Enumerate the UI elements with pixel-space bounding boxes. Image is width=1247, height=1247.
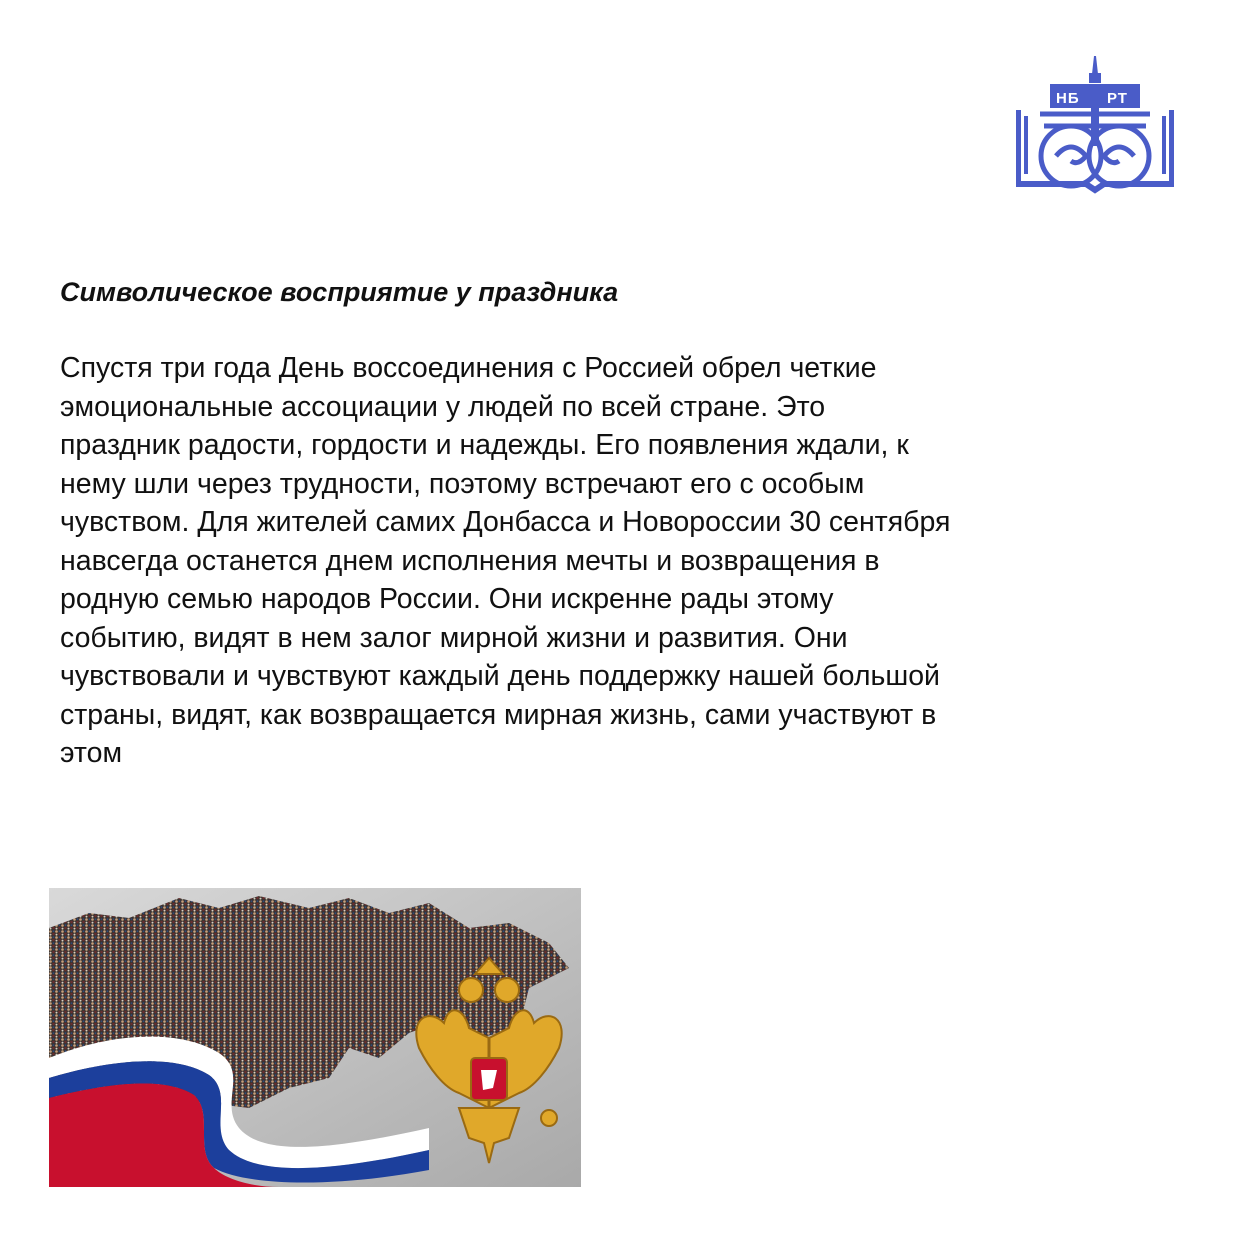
crowd-flag-image bbox=[49, 888, 581, 1187]
library-logo bbox=[1016, 56, 1174, 196]
library-logo-emblem bbox=[1016, 56, 1174, 196]
article-heading: Символическое восприятие у праздника bbox=[60, 277, 619, 307]
crowd-flag-illustration bbox=[49, 888, 581, 1187]
article-body: Спустя три года День воссоединения с Россией обрел четкие эмоциональные ассоциации у людей по всей стране. Это праздник радости, гордости и надежды. Его появления ждали, к нему шли через трудности, поэтому встречают его с особым чувством. Для жителей самих Донбасса и Новороссии 30 сентября навсегда останется днем исполнения мечты и возвращения в родную семью народов России. Они искренне рады этому событию, видят в нем залог мирной жизни и развития. Они чувствовали и чувствуют каждый день поддержку нашей большой страны, видят, как возвращается мирная жизнь, сами участвуют в этом bbox=[60, 352, 951, 769]
logo-left-text: НБ bbox=[1056, 90, 1080, 107]
logo-right-text: РТ bbox=[1107, 90, 1128, 107]
